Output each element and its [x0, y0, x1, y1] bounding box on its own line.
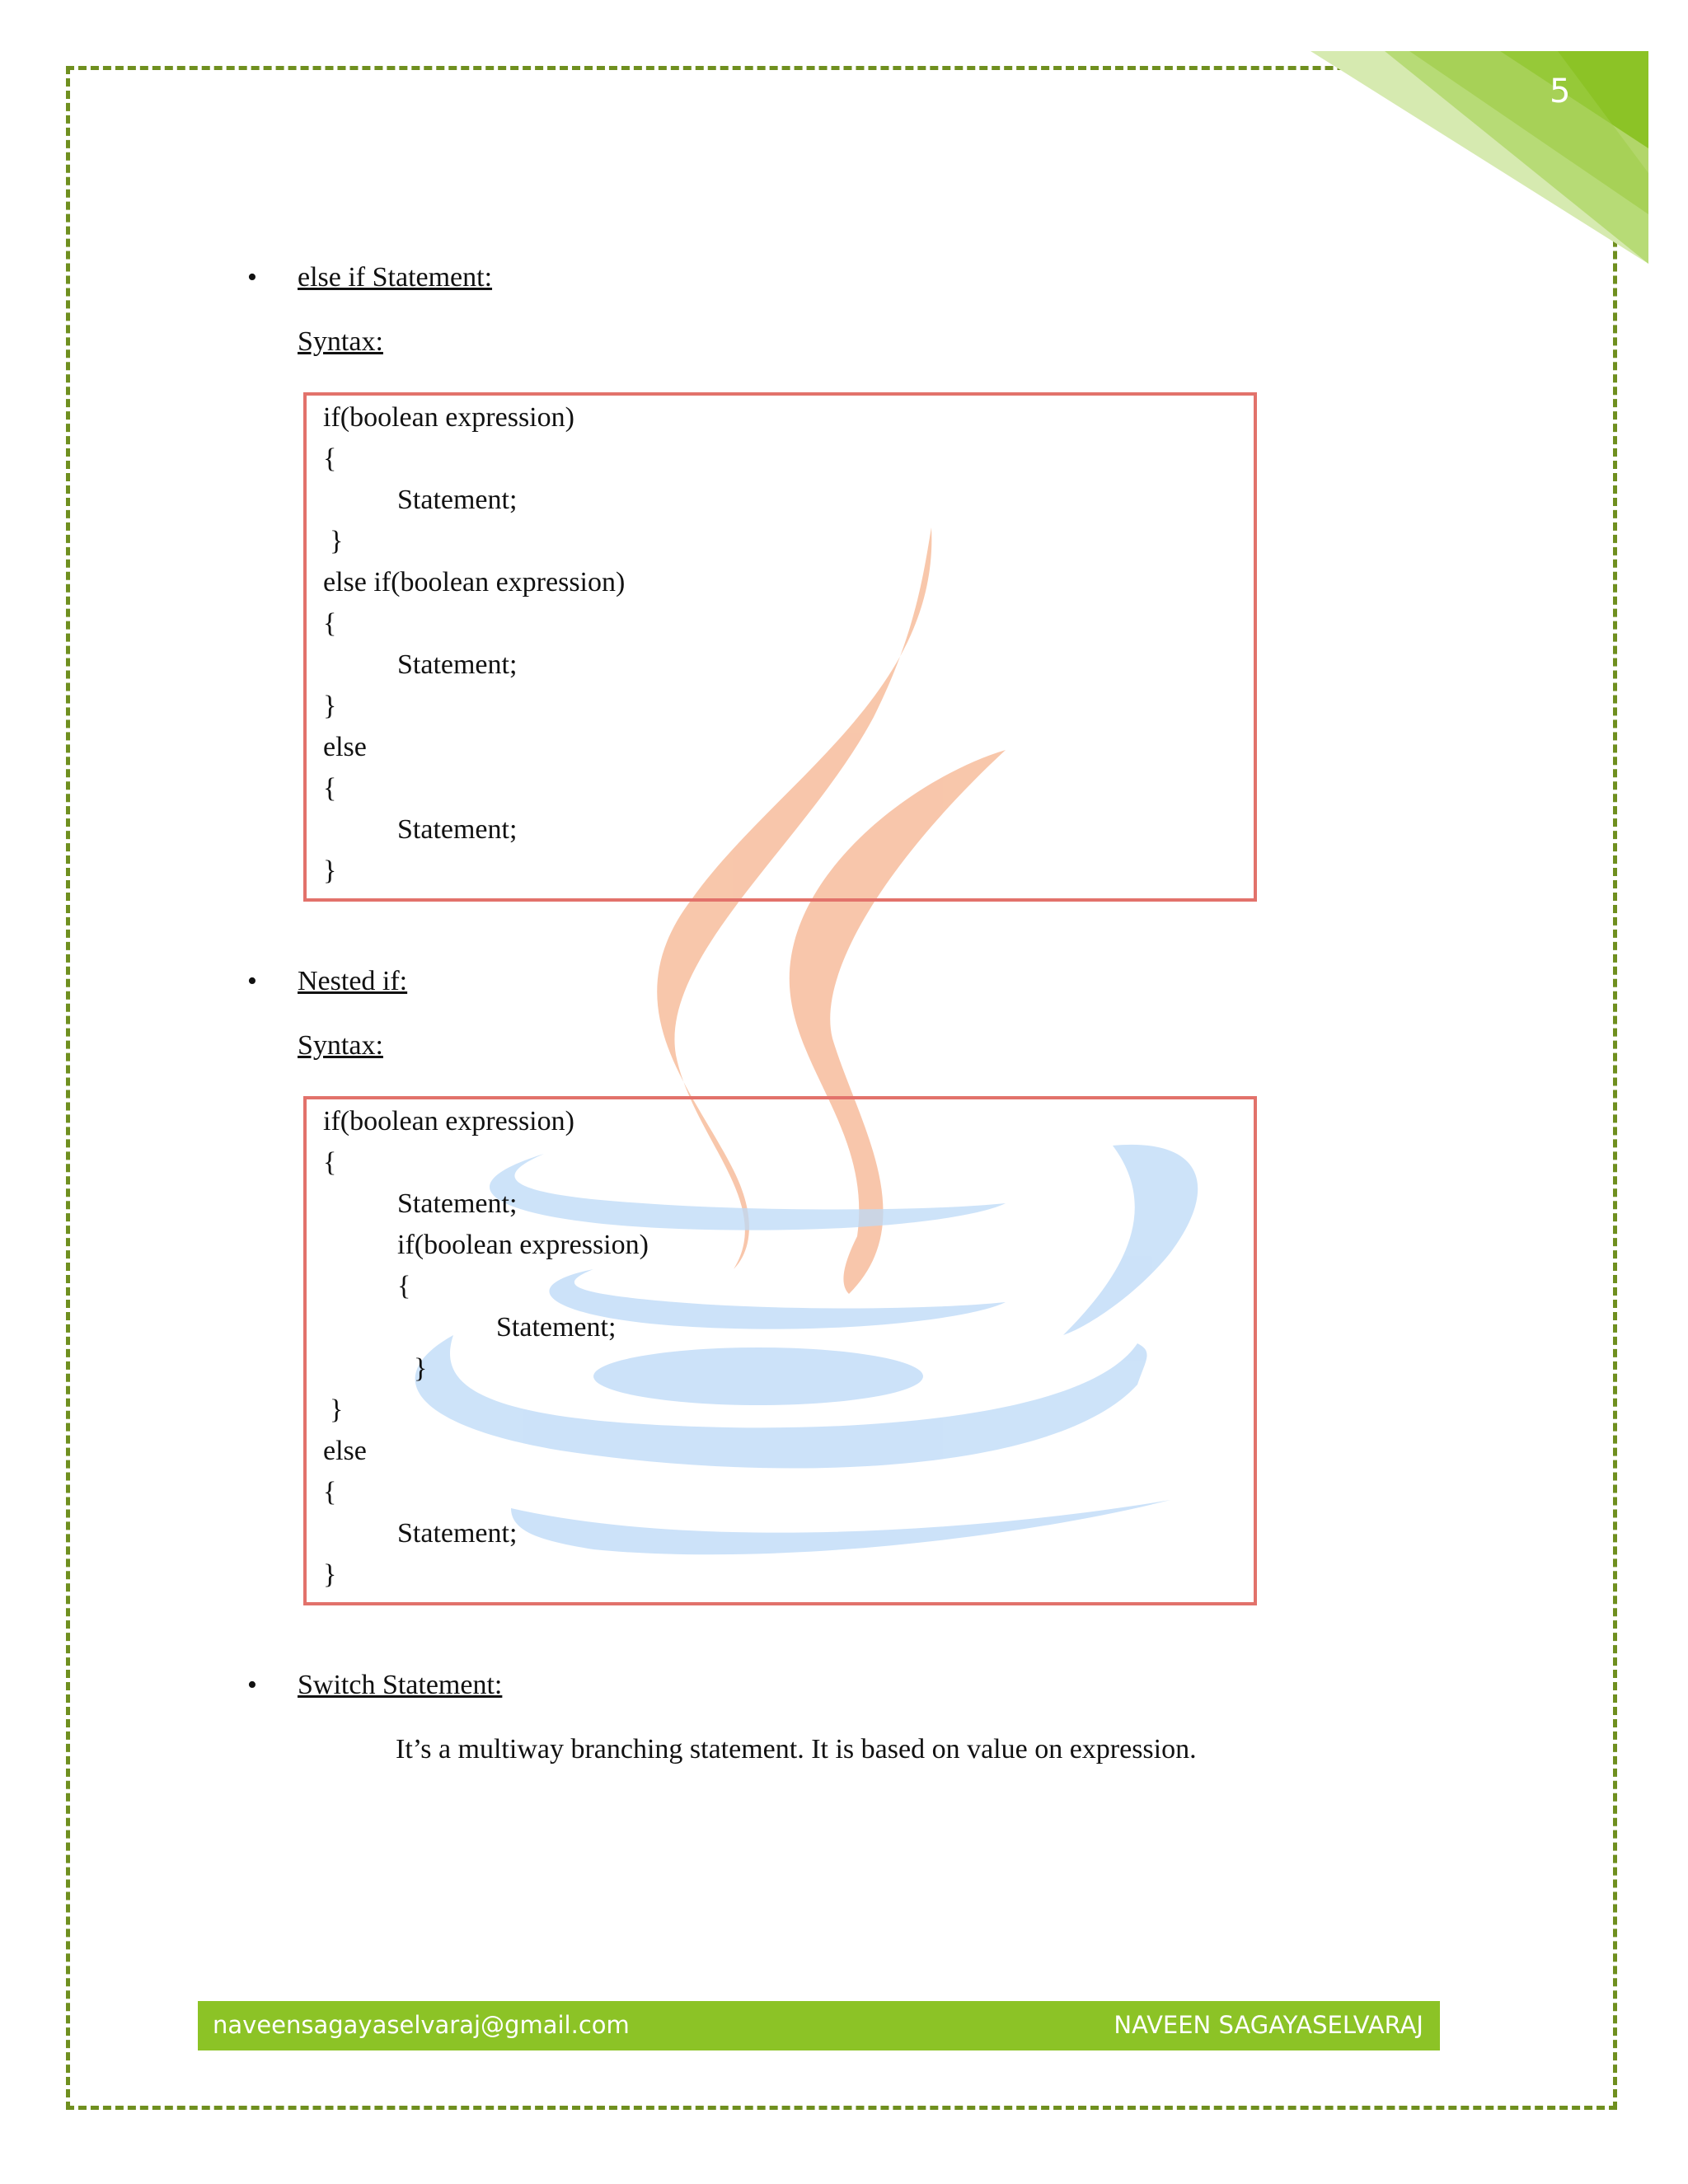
code-line: { [323, 443, 337, 474]
code-line: else [323, 1436, 367, 1466]
bullet: • [247, 262, 257, 293]
code-line: Statement; [397, 1518, 518, 1549]
code-line: Statement; [397, 1188, 518, 1219]
code-line: } [330, 1394, 344, 1425]
code-line: if(boolean expression) [323, 402, 574, 433]
code-line: else [323, 732, 367, 762]
code-line: { [397, 1271, 411, 1301]
code-line: Statement; [397, 814, 518, 845]
code-box-else-if [303, 392, 1257, 902]
code-line: } [323, 691, 337, 721]
code-line: if(boolean expression) [323, 1106, 574, 1137]
heading-text: else if Statement: [298, 262, 493, 293]
bullet: • [247, 966, 257, 996]
code-line: } [323, 855, 337, 886]
syntax-label: Syntax: [298, 1030, 383, 1061]
heading-text: Nested if: [298, 966, 408, 996]
syntax-label: Syntax: [298, 326, 383, 357]
corner-decoration [1311, 0, 1688, 280]
switch-description: It’s a multiway branching statement. It is based on value on expression. [396, 1734, 1197, 1765]
code-line: if(boolean expression) [397, 1230, 649, 1260]
code-line: } [414, 1353, 428, 1384]
code-line: } [330, 526, 344, 556]
code-line: else if(boolean expression) [323, 567, 626, 598]
code-line: Statement; [397, 649, 518, 680]
code-line: } [323, 1559, 337, 1590]
code-line: { [323, 773, 337, 804]
code-box-nested-if [303, 1096, 1257, 1605]
page-number: 5 [1550, 73, 1571, 110]
code-line: Statement; [397, 485, 518, 515]
footer-email: naveensagayaselvaraj@gmail.com [213, 2011, 630, 2039]
code-line: Statement; [496, 1312, 617, 1343]
code-line: { [323, 608, 337, 639]
footer-bar [198, 2001, 1440, 2050]
heading-text: Switch Statement: [298, 1670, 503, 1700]
code-line: { [323, 1477, 337, 1507]
code-line: { [323, 1147, 337, 1178]
bullet: • [247, 1670, 257, 1700]
footer-author: NAVEEN SAGAYASELVARAJ [1114, 2011, 1423, 2039]
